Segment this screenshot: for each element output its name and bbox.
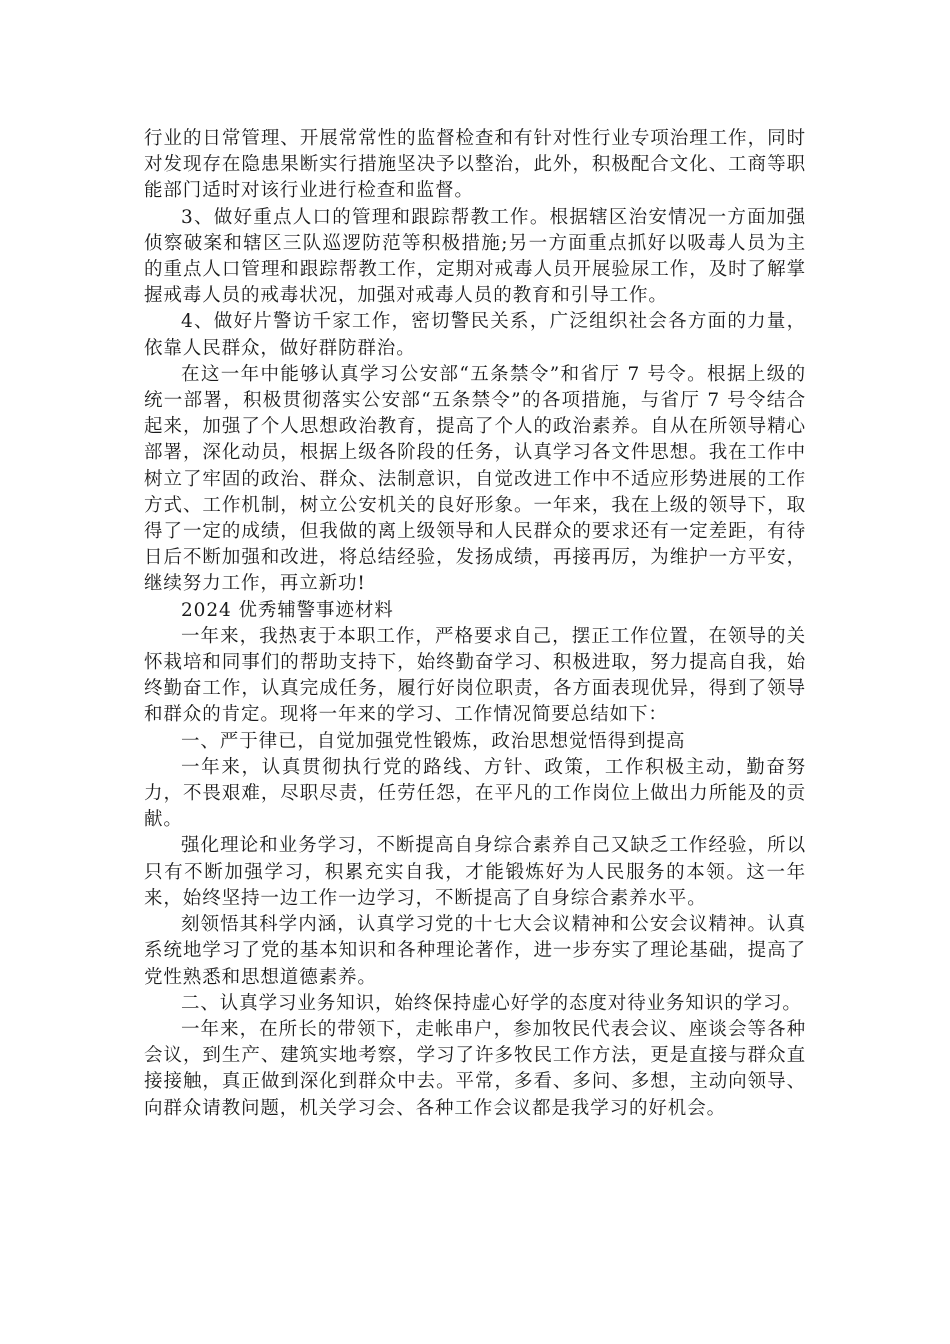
paragraph: 行业的日常管理、开展常常性的监督检查和有针对性行业专项治理工作，同时对发现存在隐患果断实行措施坚决予以整治，此外，积极配合文化、工商等职能部门适时对该行业进行检查和监督。 <box>144 128 806 202</box>
section-heading: 一、严于律已，自觉加强党性锻炼，政治思想觉悟得到提高 <box>181 730 686 752</box>
paragraph: 一年来，认真贯彻执行党的路线、方针、政策，工作积极主动，勤奋努力，不畏艰难，尽职尽责，任劳任怨，在平凡的工作岗位上做出力所能及的贡献。 <box>144 756 806 831</box>
paragraph: 在这一年中能够认真学习公安部“五条禁令”和省厅 7 号令。根据上级的统一部署，积极贯彻落实公安部“五条禁令”的各项措施，与省厅 7 号令结合起来，加强了个人思想政治教育，提高了个人的政治素养。自从在所领导精心部署，深化动员，根据上级各阶段的任务，认真学习各文件思想。我在工作中树立了牢固的政治、群众、法制意识，自觉改进工作中不适应形势进展的工作方式、工作机制，树立公安机关的良好形象。一年来，我在上级的领导下，取得了一定的成绩，但我做的离上级领导和人民群众的要求还有一定差距，有待日后不断加强和改进，将总结经验，发扬成绩，再接再厉，为维护一方平安，继续努力工作，再立新功! <box>144 363 806 595</box>
document-body <box>144 126 806 1122</box>
paragraph: 强化理论和业务学习，不断提高自身综合素养自己又缺乏工作经验，所以只有不断加强学习，积累充实自我，才能锻炼好为人民服务的本领。这一年来，始终坚持一边工作一边学习，不断提高了自身综合素养水平。 <box>144 835 806 909</box>
paragraph: 一年来，在所长的带领下，走帐串户，参加牧民代表会议、座谈会等各种会议，到生产、建筑实地考察，学习了许多牧民工作方法，更是直接与群众直接接触，真正做到深化到群众中去。平常，多看、多问、多想，主动向领导、向群众请教问题，机关学习会、各种工作会议都是我学习的好机会。 <box>144 1018 806 1119</box>
paragraph: 4、做好片警访千家工作，密切警民关系，广泛组织社会各方面的力量，依靠人民群众，做好群防群治。 <box>144 311 806 359</box>
section-heading: 二、认真学习业务知识，始终保持虚心好学的态度对待业务知识的学习。 <box>181 992 802 1014</box>
paragraph: 刻领悟其科学内涵，认真学习党的十七大会议精神和公安会议精神。认真系统地学习了党的基本知识和各种理论著作，进一步夯实了理论基础，提高了党性熟悉和思想道德素养。 <box>144 914 806 988</box>
paragraph: 一年来，我热衷于本职工作，严格要求自己，摆正工作位置，在领导的关怀栽培和同事们的帮助支持下，始终勤奋学习、积极进取，努力提高自我，始终勤奋工作，认真完成任务，履行好岗位职责，各方面表现优异，得到了领导和群众的肯定。现将一年来的学习、工作情况简要总结如下： <box>144 625 806 726</box>
paragraph: 3、做好重点人口的管理和跟踪帮教工作。根据辖区治安情况一方面加强侦察破案和辖区三队巡逻防范等积极措施;另一方面重点抓好以吸毒人员为主的重点人口管理和跟踪帮教工作，定期对戒毒人员开展验尿工作，及时了解掌握戒毒人员的戒毒状况，加强对戒毒人员的教育和引导工作。 <box>144 206 806 307</box>
section-title: 2024 优秀辅警事迹材料 <box>181 599 394 621</box>
